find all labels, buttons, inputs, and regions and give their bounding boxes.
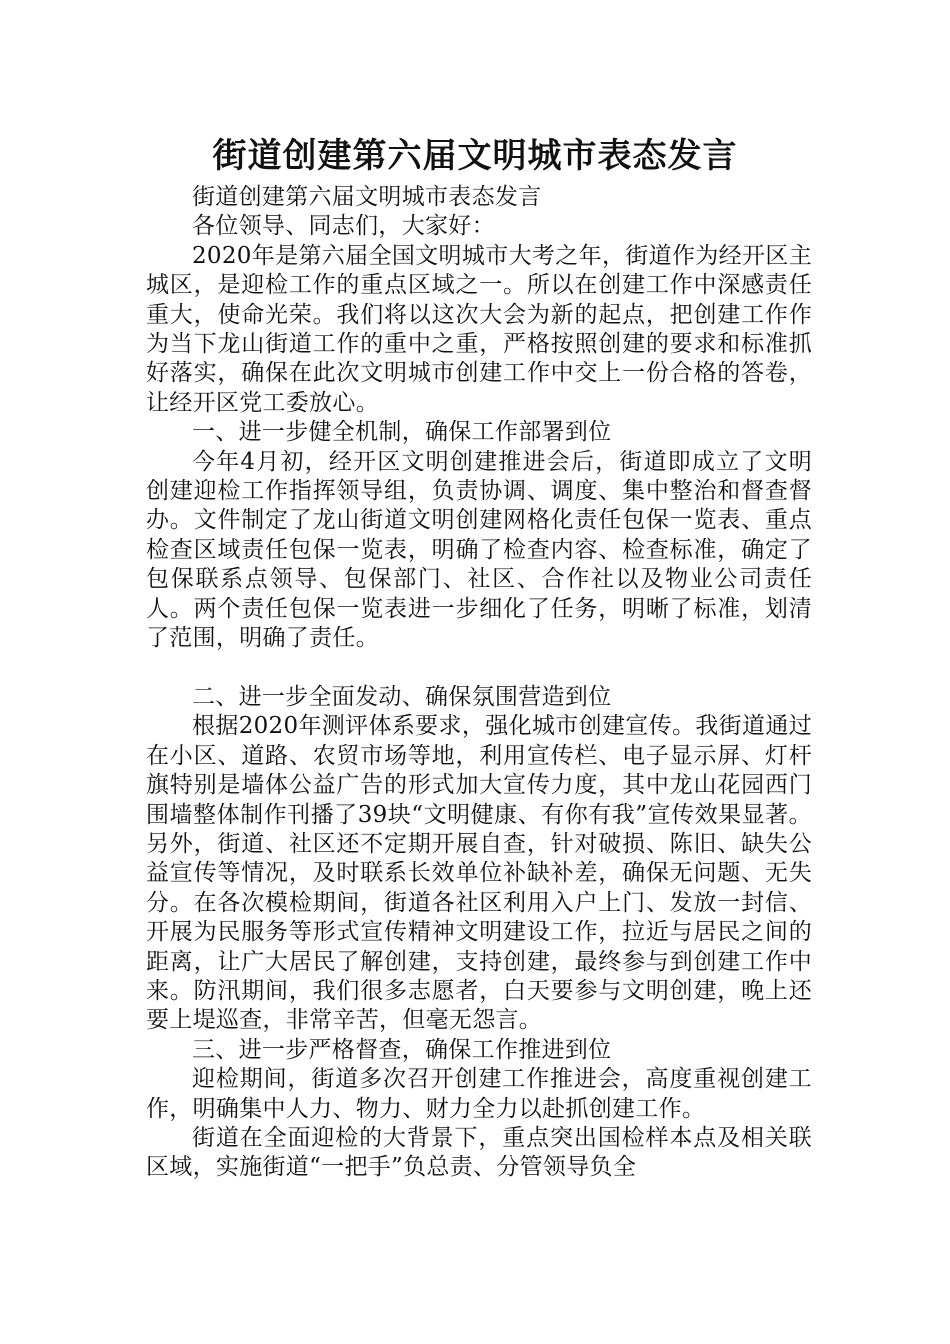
section-heading-1: 一、进一步健全机制，确保工作部署到位 <box>192 419 612 446</box>
blank-line <box>146 654 812 683</box>
paragraph-section-3: 迎检期间，街道多次召开创建工作推进会，高度重视创建工作，明确集中人力、物力、财力全力以赴抓创建工作。 <box>146 1066 812 1122</box>
document-body <box>146 183 812 1183</box>
paragraph-section-3b: 街道在全面迎检的大背景下，重点突出国检样本点及相关联区域，实施街道“一把手”负总责、分管领导负全 <box>146 1124 812 1181</box>
section-heading-2: 二、进一步全面发动、确保氛围营造到位 <box>192 683 612 710</box>
document-title: 街道创建第六届文明城市表态发言 <box>212 136 738 176</box>
paragraph-section-2: 根据2020年测评体系要求，强化城市创建宣传。我街道通过在小区、道路、农贸市场等地，利用宣传栏、电子显示屏、灯杆旗特别是墙体公益广告的形式加大宣传力度，其中龙山花园西门围墙整体制作刊播了39块“文明健康、有你有我”宣传效果显著。另外，街道、社区还不定期开展自查，针对破损、陈旧、缺失公益宣传等情况，及时联系长效单位补缺补差，确保无问题、无失分。在各次模检期间，街道各社区利用入户上门、发放一封信、开展为民服务等形式宣传精神文明建设工作，拉近与居民之间的距离，让广大居民了解创建，支持创建，最终参与到创建工作中来。防汛期间，我们很多志愿者，白天要参与文明创建，晚上还要上堤巡查，非常辛苦，但毫无怨言。 <box>146 713 812 1034</box>
paragraph-repeated-title: 街道创建第六届文明城市表态发言 <box>192 184 542 210</box>
paragraph-section-1: 今年4月初，经开区文明创建推进会后，街道即成立了文明创建迎检工作指挥领导组，负责协调、调度、集中整治和督查督办。文件制定了龙山街道文明创建网格化责任包保一览表、重点检查区域责任包保一览表，明确了检查内容、检查标准，确定了包保联系点领导、包保部门、社区、合作社以及物业公司责任人。两个责任包保一览表进一步细化了任务，明晰了标准，划清了范围，明确了责任。 <box>146 448 812 652</box>
paragraph-intro: 2020年是第六届全国文明城市大考之年，街道作为经开区主城区，是迎检工作的重点区域之一。所以在创建工作中深感责任重大，使命光荣。我们将以这次大会为新的起点，把创建工作作为当下龙山街道工作的重中之重，严格按照创建的要求和标准抓好落实，确保在此次文明城市创建工作中交上一份合格的答卷，让经开区党工委放心。 <box>146 242 812 416</box>
paragraph-greeting: 各位领导、同志们，大家好： <box>192 213 495 240</box>
section-heading-3: 三、进一步严格督查，确保工作推进到位 <box>192 1036 612 1063</box>
